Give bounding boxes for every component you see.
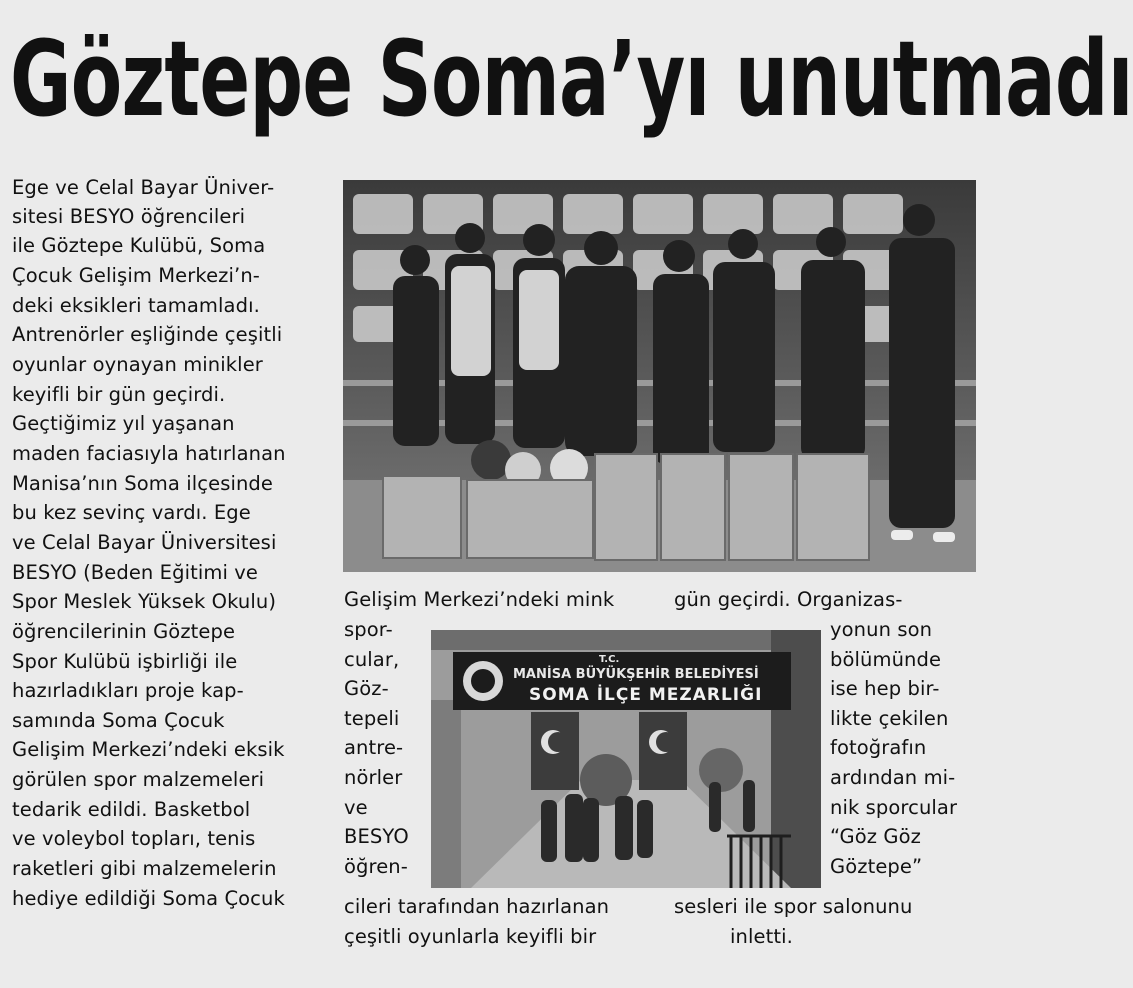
body-line: ise hep bir- xyxy=(830,677,940,700)
body-line: Geçtiğimiz yıl yaşanan xyxy=(12,412,235,435)
body-line: cular, xyxy=(344,648,400,671)
body-line: çeşitli oyunlarla keyifli bir xyxy=(344,925,597,948)
body-line: deki eksikleri tamamladı. xyxy=(12,294,260,317)
body-line: görülen spor malzemeleri xyxy=(12,768,265,791)
body-line: keyifli bir gün geçirdi. xyxy=(12,383,226,406)
sign-tc: T.C. xyxy=(599,654,620,665)
body-line: ardından mi- xyxy=(830,766,956,789)
cemetery-entrance-photo xyxy=(431,630,821,888)
body-line: raketleri gibi malzemelerin xyxy=(12,857,277,880)
body-line: sitesi BESYO öğrencileri xyxy=(12,205,246,228)
body-line: likte çekilen xyxy=(830,707,949,730)
body-line: Çocuk Gelişim Merkezi’n- xyxy=(12,264,260,287)
body-line: Göztepe” xyxy=(830,855,923,878)
body-line: cileri tarafından hazırlanan xyxy=(344,895,610,918)
body-line: antre- xyxy=(344,736,404,759)
headline: Göztepe Soma’yı unutmadı xyxy=(10,18,1133,140)
body-line: BESYO (Beden Eğitimi ve xyxy=(12,561,259,584)
body-line: BESYO xyxy=(344,825,409,848)
body-line: nik sporcular xyxy=(830,796,958,819)
group-photo-drawing xyxy=(343,180,976,572)
body-line: ve xyxy=(344,796,368,819)
body-line: yonun son xyxy=(830,618,933,641)
body-line: hazırladıkları proje kap- xyxy=(12,679,244,702)
body-line: inletti. xyxy=(730,925,793,948)
body-line: samında Soma Çocuk xyxy=(12,709,225,732)
body-line: Ege ve Celal Bayar Üniver- xyxy=(12,176,275,199)
body-line: bu kez sevinç vardı. Ege xyxy=(12,501,251,524)
body-line: Göz- xyxy=(344,677,389,700)
body-line: Spor Meslek Yüksek Okulu) xyxy=(12,590,277,613)
body-line: Antrenörler eşliğinde çeşitli xyxy=(12,323,283,346)
body-line: öğrencilerinin Göztepe xyxy=(12,620,236,643)
body-line: “Göz Göz xyxy=(830,825,921,848)
body-line: spor- xyxy=(344,618,393,641)
body-line: maden faciasıyla hatırlanan xyxy=(12,442,286,465)
body-line: ve Celal Bayar Üniversitesi xyxy=(12,531,277,554)
body-line: hediye edildiği Soma Çocuk xyxy=(12,887,285,910)
body-line: bölümünde xyxy=(830,648,942,671)
body-line: sesleri ile spor salonunu xyxy=(674,895,913,918)
body-line: oyunlar oynayan minikler xyxy=(12,353,263,376)
body-line: Gelişim Merkezi’ndeki eksik xyxy=(12,738,285,761)
body-line: öğren- xyxy=(344,855,408,878)
group-photo xyxy=(343,180,976,572)
body-line: Gelişim Merkezi’ndeki mink xyxy=(344,588,615,611)
body-line: nörler xyxy=(344,766,403,789)
body-line: ile Göztepe Kulübü, Soma xyxy=(12,234,266,257)
sign-cemetery: SOMA İLÇE MEZARLIĞI xyxy=(529,685,763,705)
body-line: fotoğrafın xyxy=(830,736,927,759)
sign-municipality: MANİSA BÜYÜKŞEHİR BELEDİYESİ xyxy=(513,667,759,682)
body-line: tepeli xyxy=(344,707,400,730)
body-line: Spor Kulübü işbirliği ile xyxy=(12,650,238,673)
body-line: tedarik edildi. Basketbol xyxy=(12,798,251,821)
body-line: Manisa’nın Soma ilçesinde xyxy=(12,472,274,495)
body-line: gün geçirdi. Organizas- xyxy=(674,588,903,611)
body-line: ve voleybol topları, tenis xyxy=(12,827,256,850)
